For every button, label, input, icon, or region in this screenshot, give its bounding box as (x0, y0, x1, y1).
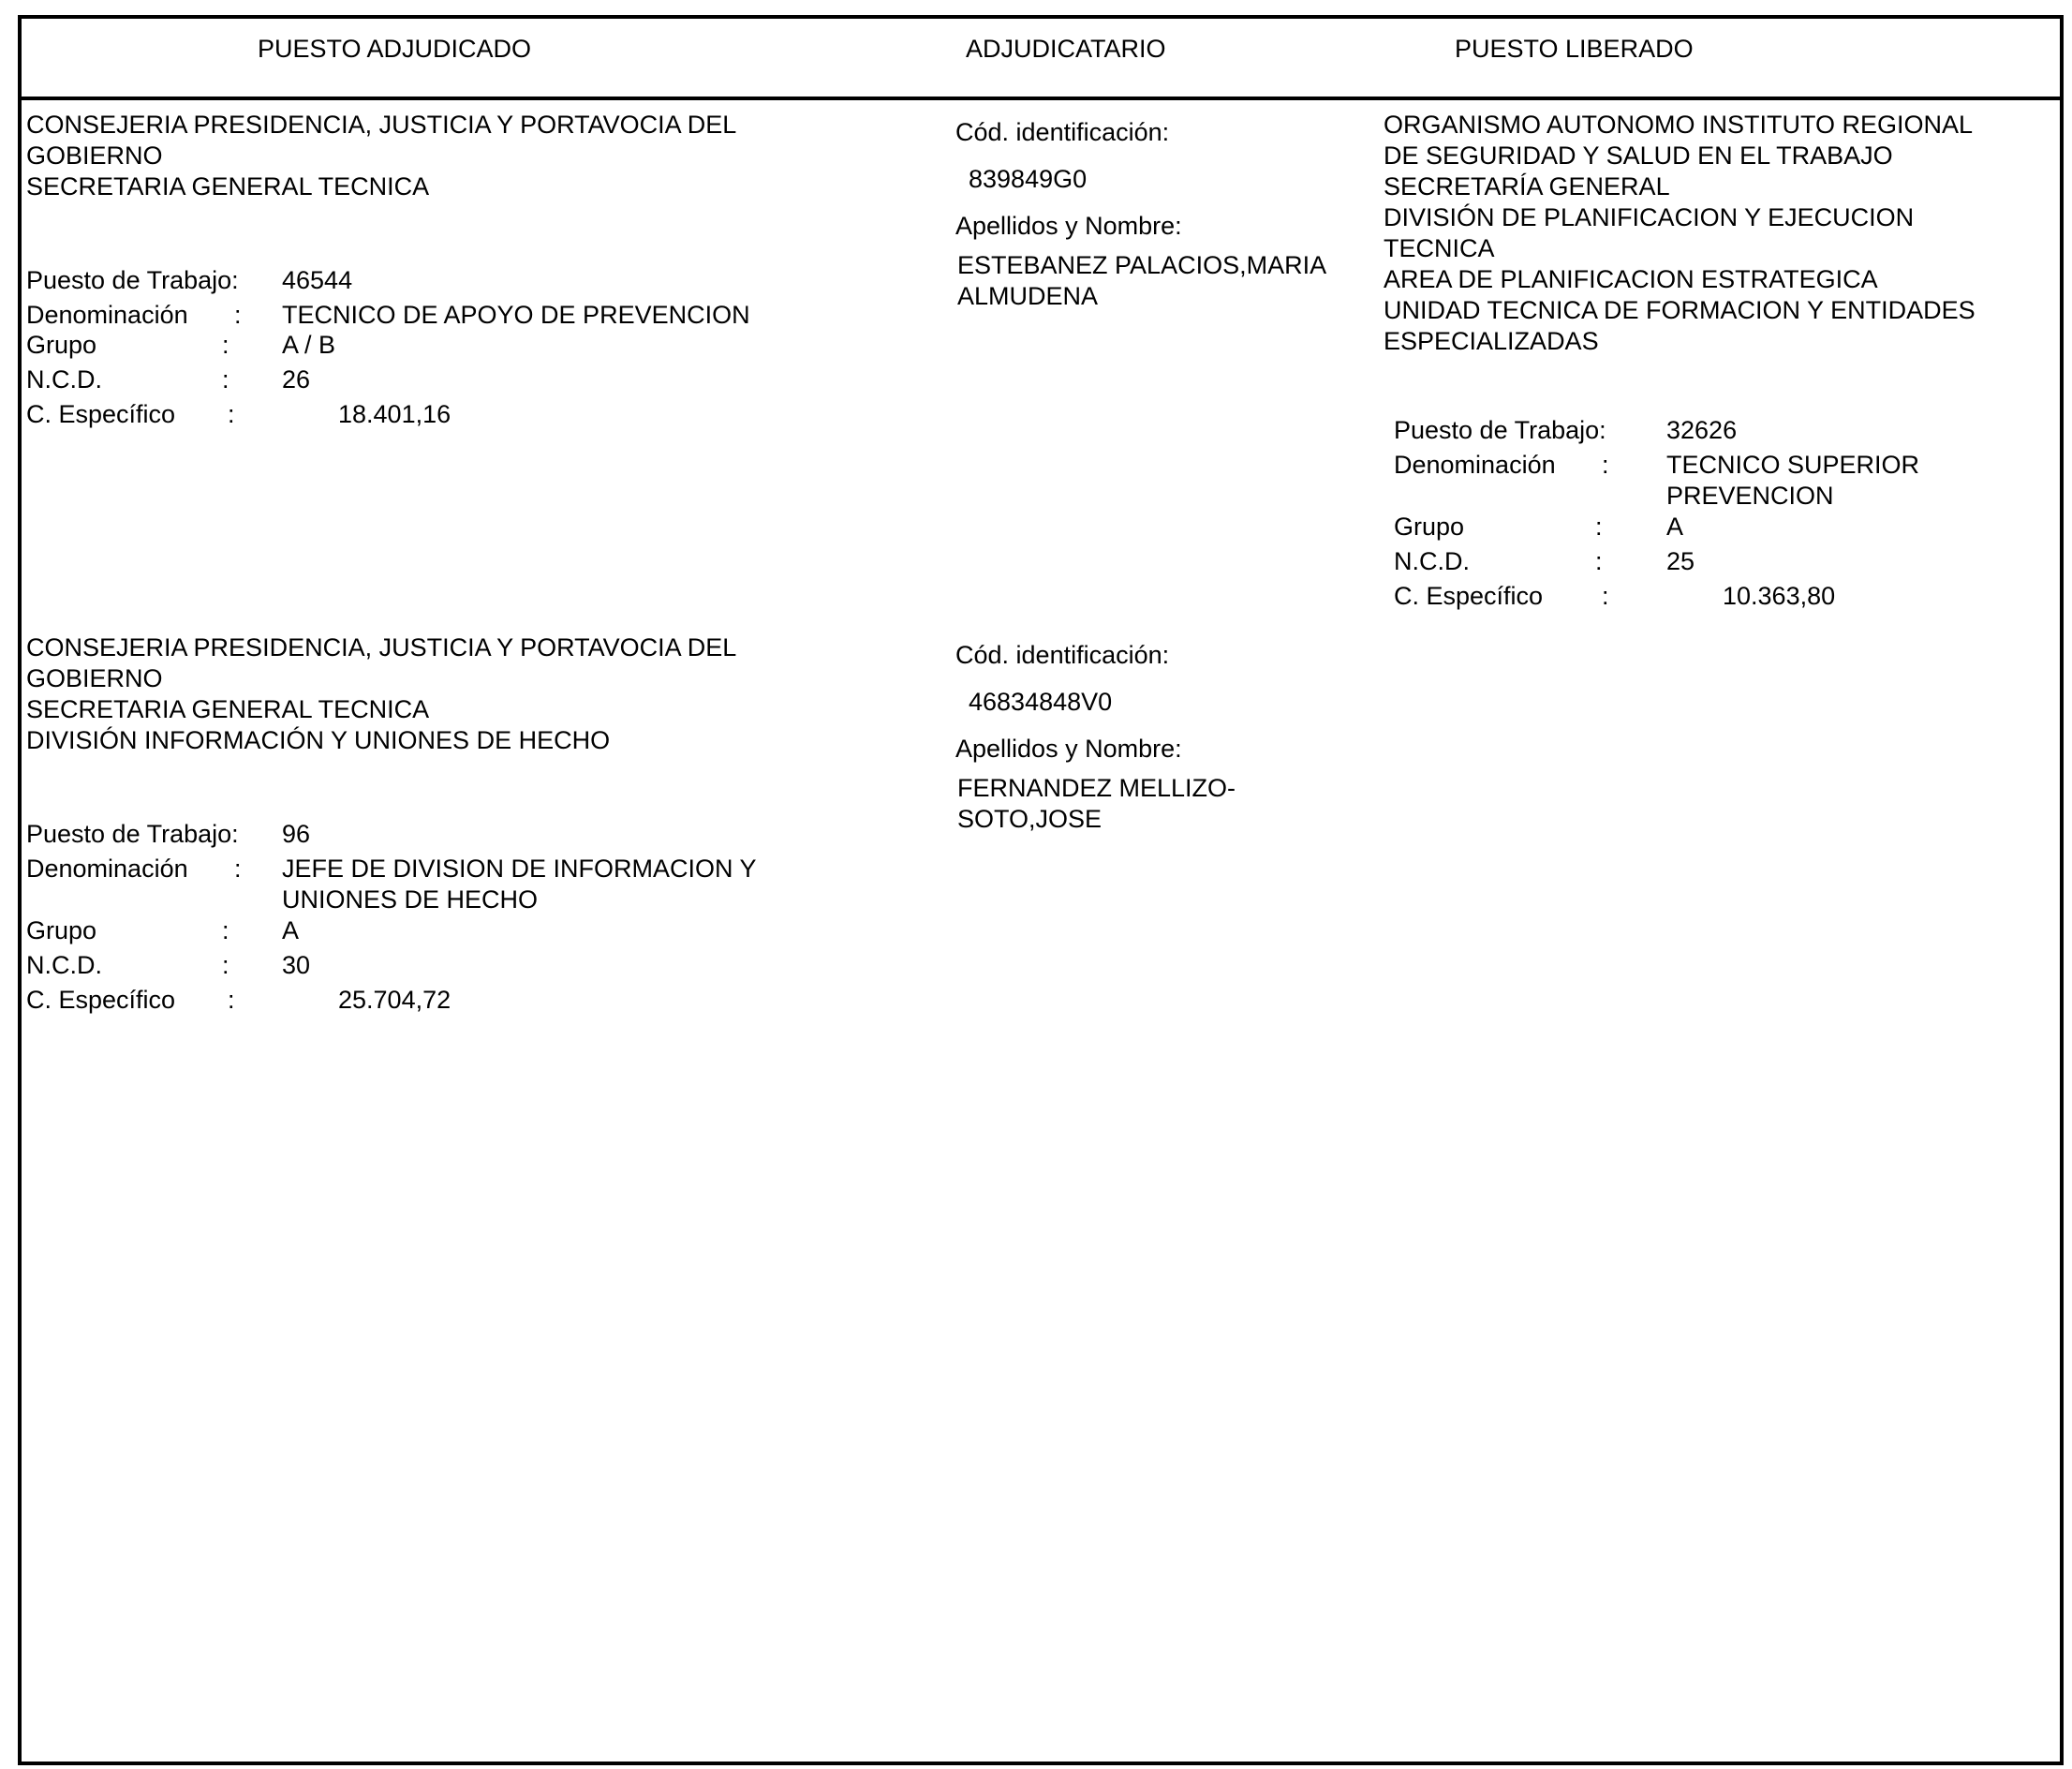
org-line: SECRETARIA GENERAL TECNICA (26, 172, 430, 201)
value-denominacion (282, 854, 757, 915)
value-ncd: 25 (1666, 547, 1695, 575)
org-line: DIVISIÓN DE PLANIFICACION Y EJECUCION (1384, 203, 1915, 231)
header-divider (18, 97, 2064, 100)
label-cod-identificacion: Cód. identificación: (955, 118, 1170, 146)
colon: : (228, 400, 235, 428)
value-grupo: A / B (282, 331, 336, 359)
value-especifico: 18.401,16 (338, 400, 451, 428)
label-especifico: C. Específico (1394, 582, 1544, 610)
label-ncd: N.C.D. (1394, 547, 1470, 575)
value-grupo: A (1666, 513, 1684, 541)
header-puesto-liberado: PUESTO LIBERADO (1455, 35, 1694, 63)
label-denominacion: Denominación (1394, 451, 1556, 479)
org-line: CONSEJERIA PRESIDENCIA, JUSTICIA Y PORTAVOCIA DEL (26, 633, 737, 662)
value-denominacion (1666, 450, 1919, 512)
label-puesto-trabajo: Puesto de Trabajo: (26, 266, 239, 294)
org-line: AREA DE PLANIFICACION ESTRATEGICA (1384, 265, 1878, 293)
org-line: UNIDAD TECNICA DE FORMACION Y ENTIDADES (1384, 296, 1976, 324)
org-line: SECRETARÍA GENERAL (1384, 172, 1670, 201)
value-puesto-trabajo: 46544 (282, 266, 353, 294)
org-line: DE SEGURIDAD Y SALUD EN EL TRABAJO (1384, 141, 1893, 170)
label-especifico: C. Específico (26, 400, 176, 428)
nombre-line: FERNANDEZ MELLIZO- (957, 774, 1236, 802)
value-puesto-trabajo: 32626 (1666, 416, 1738, 444)
label-grupo: Grupo (1394, 513, 1465, 541)
value-ncd: 26 (282, 365, 311, 394)
label-grupo: Grupo (26, 916, 97, 944)
value-apellidos-nombre (957, 773, 1236, 835)
colon: : (234, 855, 242, 883)
label-puesto-trabajo: Puesto de Trabajo: (1394, 416, 1606, 444)
label-cod-identificacion: Cód. identificación: (955, 641, 1170, 669)
value-especifico: 25.704,72 (338, 986, 451, 1014)
org-line: CONSEJERIA PRESIDENCIA, JUSTICIA Y PORTAVOCIA DEL (26, 111, 737, 139)
nombre-line: ALMUDENA (957, 282, 1099, 310)
colon: : (228, 986, 235, 1014)
label-ncd: N.C.D. (26, 365, 102, 394)
colon: : (1595, 547, 1603, 575)
colon: : (1595, 513, 1603, 541)
liberado-organization (1384, 110, 1976, 357)
denominacion-line: UNIONES DE HECHO (282, 885, 539, 914)
denominacion-line: JEFE DE DIVISION DE INFORMACION Y (282, 855, 757, 883)
label-denominacion: Denominación (26, 301, 188, 329)
value-cod-identificacion: 46834848V0 (969, 688, 1113, 716)
value-grupo: A (282, 916, 300, 944)
value-puesto-trabajo: 96 (282, 820, 311, 848)
org-line: TECNICA (1384, 234, 1495, 262)
colon: : (234, 301, 242, 329)
value-denominacion (282, 300, 750, 331)
value-cod-identificacion: 839849G0 (969, 165, 1088, 193)
value-ncd: 30 (282, 951, 311, 979)
label-denominacion: Denominación (26, 855, 188, 883)
nombre-line: ESTEBANEZ PALACIOS,MARIA (957, 251, 1327, 279)
colon: : (222, 916, 229, 944)
value-especifico: 10.363,80 (1723, 582, 1836, 610)
label-ncd: N.C.D. (26, 951, 102, 979)
label-grupo: Grupo (26, 331, 97, 359)
org-line: ORGANISMO AUTONOMO INSTITUTO REGIONAL (1384, 111, 1974, 139)
header-adjudicatario: ADJUDICATARIO (966, 35, 1166, 63)
colon: : (1602, 451, 1609, 479)
org-line: GOBIERNO (26, 141, 163, 170)
colon: : (222, 951, 229, 979)
label-especifico: C. Específico (26, 986, 176, 1014)
org-line: ESPECIALIZADAS (1384, 327, 1599, 355)
org-line: GOBIERNO (26, 664, 163, 692)
adjudicado-organization (26, 110, 736, 202)
value-apellidos-nombre (957, 250, 1326, 312)
denominacion-line: TECNICO SUPERIOR (1666, 451, 1920, 479)
nombre-line: SOTO,JOSE (957, 805, 1103, 833)
label-apellidos-nombre: Apellidos y Nombre: (955, 212, 1182, 240)
adjudicado-organization (26, 632, 736, 756)
org-line: SECRETARIA GENERAL TECNICA (26, 695, 430, 723)
denominacion-line: TECNICO DE APOYO DE PREVENCION (282, 301, 750, 329)
denominacion-line: PREVENCION (1666, 482, 1834, 510)
org-line: DIVISIÓN INFORMACIÓN Y UNIONES DE HECHO (26, 726, 611, 754)
label-puesto-trabajo: Puesto de Trabajo: (26, 820, 239, 848)
label-apellidos-nombre: Apellidos y Nombre: (955, 735, 1182, 763)
colon: : (222, 365, 229, 394)
colon: : (222, 331, 229, 359)
colon: : (1602, 582, 1609, 610)
header-puesto-adjudicado: PUESTO ADJUDICADO (258, 35, 532, 63)
